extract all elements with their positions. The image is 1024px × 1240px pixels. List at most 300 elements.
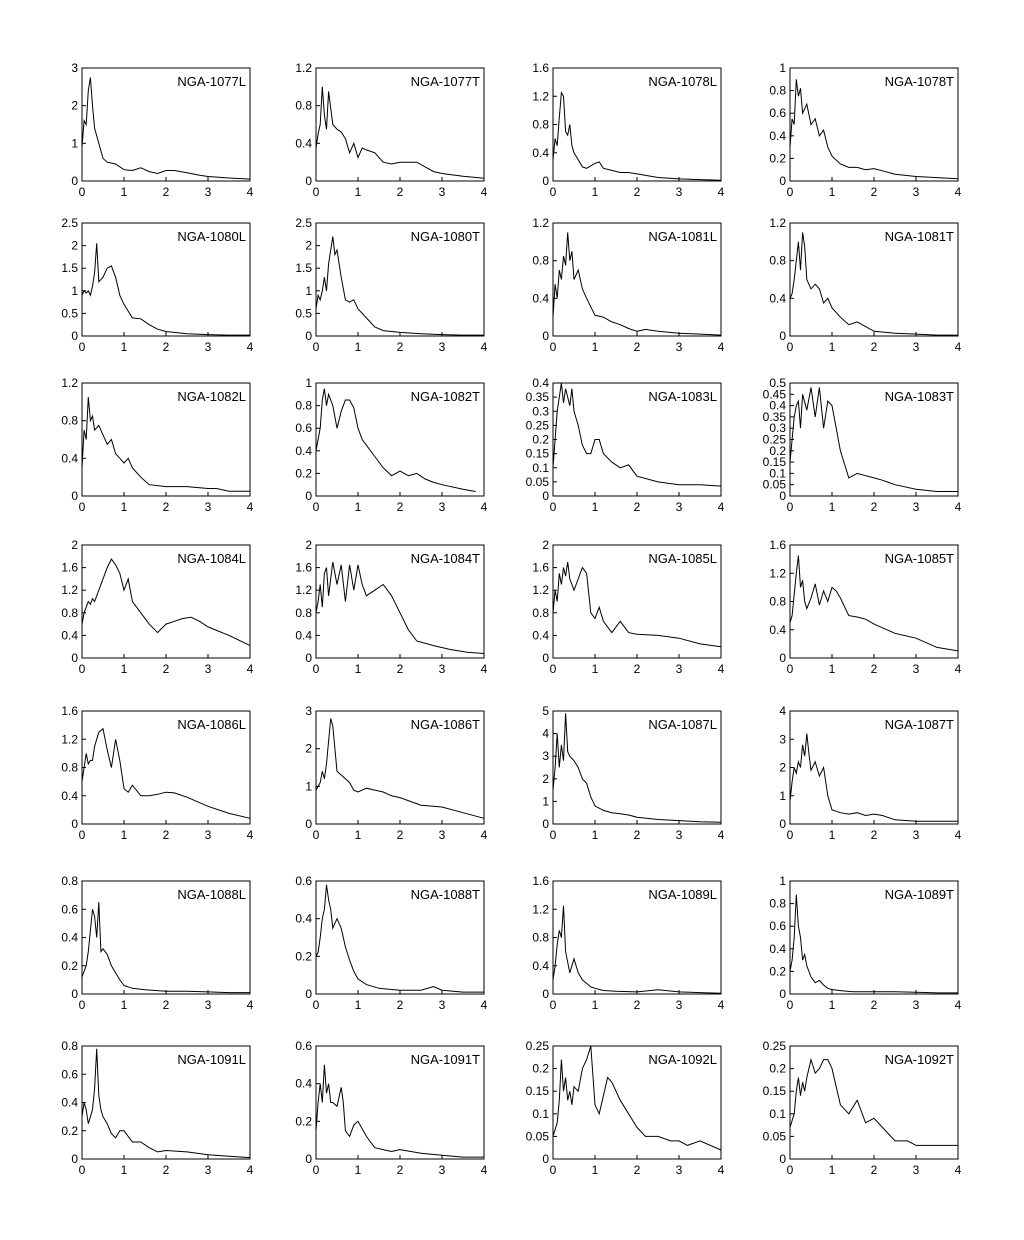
x-tick-label: 0	[549, 828, 557, 842]
x-tick-label: 4	[246, 185, 254, 199]
y-tick-label: 0.8	[61, 760, 78, 775]
y-tick-label: 0.8	[532, 605, 549, 620]
x-tick-label: 1	[120, 1163, 128, 1177]
x-tick-label: 2	[396, 340, 404, 354]
x-tick-label: 0	[786, 828, 794, 842]
y-tick-label: 0.35	[762, 409, 786, 424]
y-tick-label: 0.2	[769, 964, 786, 979]
y-tick-label: 2	[71, 98, 78, 113]
x-tick-label: 3	[438, 1163, 446, 1177]
y-tick-label: 0.5	[61, 306, 78, 321]
y-tick-label: 0.8	[532, 117, 549, 132]
y-tick-label: 0.8	[769, 896, 786, 911]
series-line	[553, 562, 721, 647]
x-tick-label: 3	[204, 500, 212, 514]
chart-svg	[42, 535, 278, 685]
y-tick-label: 0.5	[295, 306, 312, 321]
y-tick-label: 0	[71, 817, 78, 831]
x-tick-label: 2	[633, 828, 641, 842]
y-tick-label: 0.4	[769, 291, 786, 306]
x-tick-label: 0	[312, 828, 320, 842]
series-line	[790, 232, 958, 335]
panel-title: NGA-1082L	[177, 389, 246, 404]
x-tick-label: 0	[786, 662, 794, 676]
y-tick-label: 0.8	[61, 1039, 78, 1053]
chart-panel-nga-1087t	[750, 701, 986, 851]
panel-title: NGA-1092T	[884, 1052, 954, 1067]
chart-panel-nga-1081t	[750, 213, 986, 363]
panel-title: NGA-1085L	[648, 551, 717, 566]
y-tick-label: 0.4	[61, 1095, 78, 1110]
x-tick-label: 4	[954, 998, 962, 1012]
chart-svg	[276, 1036, 512, 1186]
y-tick-label: 0	[71, 651, 78, 665]
x-tick-label: 2	[633, 185, 641, 199]
chart-svg	[750, 213, 986, 363]
series-line	[316, 237, 484, 336]
y-tick-label: 0	[542, 489, 549, 503]
chart-panel-nga-1083t	[750, 373, 986, 523]
x-tick-label: 4	[246, 340, 254, 354]
chart-panel-nga-1089l	[513, 871, 749, 1021]
x-tick-label: 4	[717, 998, 725, 1012]
x-tick-label: 1	[354, 662, 362, 676]
x-tick-label: 3	[438, 500, 446, 514]
x-tick-label: 3	[675, 340, 683, 354]
x-tick-label: 1	[120, 185, 128, 199]
x-tick-label: 1	[591, 828, 599, 842]
x-tick-label: 0	[312, 500, 320, 514]
x-tick-label: 4	[717, 340, 725, 354]
x-tick-label: 1	[828, 828, 836, 842]
x-tick-label: 0	[312, 662, 320, 676]
y-tick-label: 2	[305, 741, 312, 756]
y-tick-label: 0	[71, 489, 78, 503]
y-tick-label: 0.6	[61, 1067, 78, 1082]
y-tick-label: 0.4	[61, 628, 78, 643]
x-tick-label: 1	[828, 185, 836, 199]
y-tick-label: 0.6	[295, 874, 312, 888]
x-tick-label: 2	[396, 998, 404, 1012]
chart-svg	[513, 871, 749, 1021]
x-tick-label: 3	[912, 828, 920, 842]
panel-title: NGA-1088L	[177, 887, 246, 902]
x-tick-label: 3	[204, 662, 212, 676]
y-tick-label: 2	[71, 238, 78, 253]
chart-svg	[42, 871, 278, 1021]
chart-panel-nga-1088l	[42, 871, 278, 1021]
x-tick-label: 2	[870, 185, 878, 199]
x-tick-label: 1	[828, 500, 836, 514]
chart-panel-nga-1082t	[276, 373, 512, 523]
y-tick-label: 0	[542, 1152, 549, 1166]
y-tick-label: 0	[779, 1152, 786, 1166]
x-tick-label: 2	[633, 662, 641, 676]
x-tick-label: 3	[204, 828, 212, 842]
series-line	[553, 232, 721, 335]
chart-panel-nga-1088t	[276, 871, 512, 1021]
chart-svg	[513, 1036, 749, 1186]
x-tick-label: 2	[396, 500, 404, 514]
series-line	[316, 87, 484, 178]
series-line	[316, 1065, 484, 1157]
x-tick-label: 1	[591, 1163, 599, 1177]
panel-title: NGA-1078T	[884, 74, 954, 89]
y-tick-label: 0.2	[532, 432, 549, 447]
x-tick-label: 0	[78, 500, 86, 514]
x-tick-label: 2	[633, 1163, 641, 1177]
x-tick-label: 2	[162, 500, 170, 514]
x-tick-label: 1	[354, 1163, 362, 1177]
y-tick-label: 3	[71, 61, 78, 75]
series-line	[790, 734, 958, 822]
chart-panel-nga-1082l	[42, 373, 278, 523]
y-tick-label: 0	[305, 1152, 312, 1166]
chart-svg	[750, 871, 986, 1021]
y-tick-label: 2	[779, 760, 786, 775]
x-tick-label: 2	[396, 828, 404, 842]
chart-panel-nga-1086t	[276, 701, 512, 851]
x-tick-label: 1	[120, 662, 128, 676]
y-tick-label: 0.25	[525, 1039, 549, 1053]
y-tick-label: 1	[305, 779, 312, 794]
x-tick-label: 3	[675, 185, 683, 199]
x-tick-label: 4	[954, 340, 962, 354]
chart-panel-nga-1083l	[513, 373, 749, 523]
chart-svg	[750, 58, 986, 208]
x-tick-label: 0	[786, 500, 794, 514]
chart-panel-nga-1077l	[42, 58, 278, 208]
y-tick-label: 0.6	[295, 1039, 312, 1053]
x-tick-label: 1	[354, 998, 362, 1012]
panel-title: NGA-1077L	[177, 74, 246, 89]
x-tick-label: 4	[717, 1163, 725, 1177]
x-tick-label: 1	[591, 185, 599, 199]
x-tick-label: 0	[549, 998, 557, 1012]
x-tick-label: 4	[717, 500, 725, 514]
y-tick-label: 0.4	[295, 443, 312, 458]
y-tick-label: 1.6	[61, 704, 78, 718]
y-tick-label: 0.4	[532, 628, 549, 643]
y-tick-label: 0.4	[532, 958, 549, 973]
y-tick-label: 0.4	[769, 128, 786, 143]
y-tick-label: 0	[779, 817, 786, 831]
x-tick-label: 4	[717, 662, 725, 676]
x-tick-label: 3	[204, 998, 212, 1012]
series-line	[316, 719, 484, 819]
x-tick-label: 0	[786, 185, 794, 199]
y-tick-label: 0.2	[532, 1061, 549, 1076]
y-tick-label: 0.8	[295, 605, 312, 620]
chart-svg	[750, 373, 986, 523]
x-tick-label: 3	[438, 185, 446, 199]
y-tick-label: 0	[779, 651, 786, 665]
x-tick-label: 1	[591, 500, 599, 514]
x-tick-label: 2	[870, 340, 878, 354]
chart-svg	[276, 535, 512, 685]
x-tick-label: 1	[120, 340, 128, 354]
x-tick-label: 2	[633, 998, 641, 1012]
series-line	[82, 397, 250, 491]
chart-svg	[42, 213, 278, 363]
y-tick-label: 0.3	[769, 421, 786, 436]
y-tick-label: 0	[542, 651, 549, 665]
chart-panel-nga-1085t	[750, 535, 986, 685]
chart-svg	[513, 535, 749, 685]
y-tick-label: 0	[71, 1152, 78, 1166]
x-tick-label: 2	[162, 185, 170, 199]
panel-title: NGA-1089L	[648, 887, 717, 902]
panel-title: NGA-1087T	[884, 717, 954, 732]
x-tick-label: 1	[120, 828, 128, 842]
x-tick-label: 3	[438, 340, 446, 354]
y-tick-label: 2	[542, 771, 549, 786]
y-tick-label: 1.6	[295, 560, 312, 575]
y-tick-label: 0.2	[769, 443, 786, 458]
x-tick-label: 1	[591, 340, 599, 354]
chart-panel-nga-1078t	[750, 58, 986, 208]
chart-panel-nga-1084l	[42, 535, 278, 685]
chart-panel-nga-1080l	[42, 213, 278, 363]
y-tick-label: 0.1	[532, 460, 549, 475]
y-tick-label: 2.5	[61, 216, 78, 230]
panel-title: NGA-1077T	[410, 74, 480, 89]
x-tick-label: 2	[396, 185, 404, 199]
y-tick-label: 0.8	[295, 98, 312, 113]
chart-panel-nga-1091l	[42, 1036, 278, 1186]
y-tick-label: 1	[305, 283, 312, 298]
x-tick-label: 1	[354, 185, 362, 199]
x-tick-label: 1	[828, 662, 836, 676]
x-tick-label: 3	[204, 1163, 212, 1177]
x-tick-label: 0	[312, 998, 320, 1012]
y-tick-label: 0	[542, 174, 549, 188]
chart-svg	[276, 871, 512, 1021]
y-tick-label: 1.2	[532, 216, 549, 230]
chart-svg	[42, 701, 278, 851]
y-tick-label: 0	[305, 987, 312, 1001]
x-tick-label: 3	[675, 1163, 683, 1177]
y-tick-label: 0.05	[525, 474, 549, 489]
y-tick-label: 0	[305, 174, 312, 188]
x-tick-label: 2	[870, 500, 878, 514]
chart-svg	[750, 1036, 986, 1186]
series-line	[82, 729, 250, 819]
chart-svg	[42, 58, 278, 208]
y-tick-label: 0.2	[769, 151, 786, 166]
x-tick-label: 2	[633, 340, 641, 354]
x-tick-label: 4	[954, 500, 962, 514]
x-tick-label: 3	[204, 340, 212, 354]
x-tick-label: 1	[354, 828, 362, 842]
y-tick-label: 0.15	[525, 446, 549, 461]
y-tick-label: 0.4	[61, 451, 78, 466]
x-tick-label: 4	[954, 662, 962, 676]
x-tick-label: 4	[246, 998, 254, 1012]
y-tick-label: 0	[305, 817, 312, 831]
panel-title: NGA-1078L	[648, 74, 717, 89]
x-tick-label: 3	[438, 662, 446, 676]
y-tick-label: 1	[305, 376, 312, 390]
x-tick-label: 3	[675, 998, 683, 1012]
x-tick-label: 4	[717, 828, 725, 842]
y-tick-label: 0.6	[61, 902, 78, 917]
x-tick-label: 4	[480, 1163, 488, 1177]
panel-title: NGA-1088T	[410, 887, 480, 902]
y-tick-label: 0.4	[61, 930, 78, 945]
x-tick-label: 1	[120, 500, 128, 514]
chart-panel-nga-1084t	[276, 535, 512, 685]
x-tick-label: 0	[312, 185, 320, 199]
x-tick-label: 0	[549, 185, 557, 199]
y-tick-label: 0.6	[769, 919, 786, 934]
x-tick-label: 4	[954, 828, 962, 842]
y-tick-label: 1.2	[295, 583, 312, 598]
chart-svg	[750, 535, 986, 685]
x-tick-label: 3	[438, 998, 446, 1012]
panel-title: NGA-1084L	[177, 551, 246, 566]
y-tick-label: 0.45	[762, 387, 786, 402]
y-tick-label: 0.4	[295, 1076, 312, 1091]
y-tick-label: 3	[305, 704, 312, 718]
x-tick-label: 2	[162, 1163, 170, 1177]
y-tick-label: 1.2	[769, 216, 786, 230]
x-tick-label: 1	[828, 998, 836, 1012]
chart-panel-nga-1092l	[513, 1036, 749, 1186]
chart-svg	[276, 58, 512, 208]
x-tick-label: 1	[828, 1163, 836, 1177]
y-tick-label: 0.15	[525, 1084, 549, 1099]
y-tick-label: 0.8	[769, 594, 786, 609]
y-tick-label: 1.2	[769, 566, 786, 581]
y-tick-label: 1.2	[295, 61, 312, 75]
y-tick-label: 0	[779, 174, 786, 188]
panel-title: NGA-1080L	[177, 229, 246, 244]
x-tick-label: 0	[78, 340, 86, 354]
x-tick-label: 0	[312, 1163, 320, 1177]
y-tick-label: 0.4	[769, 941, 786, 956]
x-tick-label: 2	[633, 500, 641, 514]
y-tick-label: 0	[542, 329, 549, 343]
y-tick-label: 0	[305, 489, 312, 503]
y-tick-label: 0.2	[295, 949, 312, 964]
x-tick-label: 4	[480, 500, 488, 514]
y-tick-label: 2	[305, 538, 312, 552]
y-tick-label: 1.2	[61, 376, 78, 390]
y-tick-label: 3	[542, 749, 549, 764]
panel-title: NGA-1084T	[410, 551, 480, 566]
y-tick-label: 0	[779, 987, 786, 1001]
chart-svg	[513, 213, 749, 363]
y-tick-label: 0.1	[769, 466, 786, 481]
x-tick-label: 3	[912, 662, 920, 676]
y-tick-label: 0.05	[762, 1129, 786, 1144]
x-tick-label: 3	[912, 1163, 920, 1177]
series-line	[82, 77, 250, 179]
panel-title: NGA-1083L	[648, 389, 717, 404]
y-tick-label: 1.5	[61, 261, 78, 276]
x-tick-label: 4	[246, 662, 254, 676]
y-tick-label: 0.25	[762, 432, 786, 447]
chart-svg	[750, 701, 986, 851]
series-line	[790, 556, 958, 651]
x-tick-label: 2	[162, 340, 170, 354]
chart-panel-nga-1091t	[276, 1036, 512, 1186]
y-tick-label: 1.2	[61, 732, 78, 747]
series-line	[82, 902, 250, 992]
x-tick-label: 0	[786, 340, 794, 354]
y-tick-label: 0.4	[295, 136, 312, 151]
x-tick-label: 4	[480, 662, 488, 676]
x-tick-label: 4	[480, 185, 488, 199]
y-tick-label: 1	[779, 61, 786, 75]
x-tick-label: 4	[480, 998, 488, 1012]
panel-title: NGA-1082T	[410, 389, 480, 404]
x-tick-label: 3	[912, 340, 920, 354]
y-tick-label: 2	[305, 238, 312, 253]
chart-svg	[276, 701, 512, 851]
y-tick-label: 0.1	[769, 1106, 786, 1121]
y-tick-label: 0.8	[769, 83, 786, 98]
x-tick-label: 0	[549, 340, 557, 354]
y-tick-label: 1.2	[532, 902, 549, 917]
y-tick-label: 0	[305, 651, 312, 665]
x-tick-label: 0	[786, 998, 794, 1012]
y-tick-label: 1	[542, 794, 549, 809]
y-tick-label: 1	[71, 136, 78, 151]
y-tick-label: 1.5	[295, 261, 312, 276]
y-tick-label: 0.05	[762, 477, 786, 492]
x-tick-label: 4	[954, 185, 962, 199]
y-tick-label: 0	[779, 329, 786, 343]
y-tick-label: 1.6	[532, 874, 549, 888]
y-tick-label: 0	[71, 329, 78, 343]
x-tick-label: 4	[480, 340, 488, 354]
chart-panel-nga-1087l	[513, 701, 749, 851]
y-tick-label: 0.5	[769, 376, 786, 390]
chart-panel-nga-1078l	[513, 58, 749, 208]
x-tick-label: 0	[78, 185, 86, 199]
x-tick-label: 0	[549, 662, 557, 676]
x-tick-label: 0	[312, 340, 320, 354]
y-tick-label: 0.4	[532, 145, 549, 160]
panel-title: NGA-1081T	[884, 229, 954, 244]
y-tick-label: 1.2	[532, 89, 549, 104]
x-tick-label: 3	[912, 998, 920, 1012]
y-tick-label: 0.6	[295, 421, 312, 436]
y-tick-label: 0.4	[532, 291, 549, 306]
panel-title: NGA-1085T	[884, 551, 954, 566]
y-tick-label: 0	[71, 987, 78, 1001]
x-tick-label: 1	[828, 340, 836, 354]
series-line	[553, 906, 721, 994]
y-tick-label: 1.6	[532, 61, 549, 75]
x-tick-label: 2	[870, 998, 878, 1012]
chart-svg	[42, 373, 278, 523]
panel-title: NGA-1092L	[648, 1052, 717, 1067]
x-tick-label: 2	[396, 662, 404, 676]
x-tick-label: 0	[78, 662, 86, 676]
x-tick-label: 3	[204, 185, 212, 199]
x-tick-label: 3	[675, 828, 683, 842]
y-tick-label: 0.2	[295, 1114, 312, 1129]
y-tick-label: 5	[542, 704, 549, 718]
y-tick-label: 1.6	[532, 560, 549, 575]
y-tick-label: 1.2	[61, 583, 78, 598]
x-tick-label: 4	[480, 828, 488, 842]
y-tick-label: 0.2	[61, 1123, 78, 1138]
x-tick-label: 0	[78, 828, 86, 842]
